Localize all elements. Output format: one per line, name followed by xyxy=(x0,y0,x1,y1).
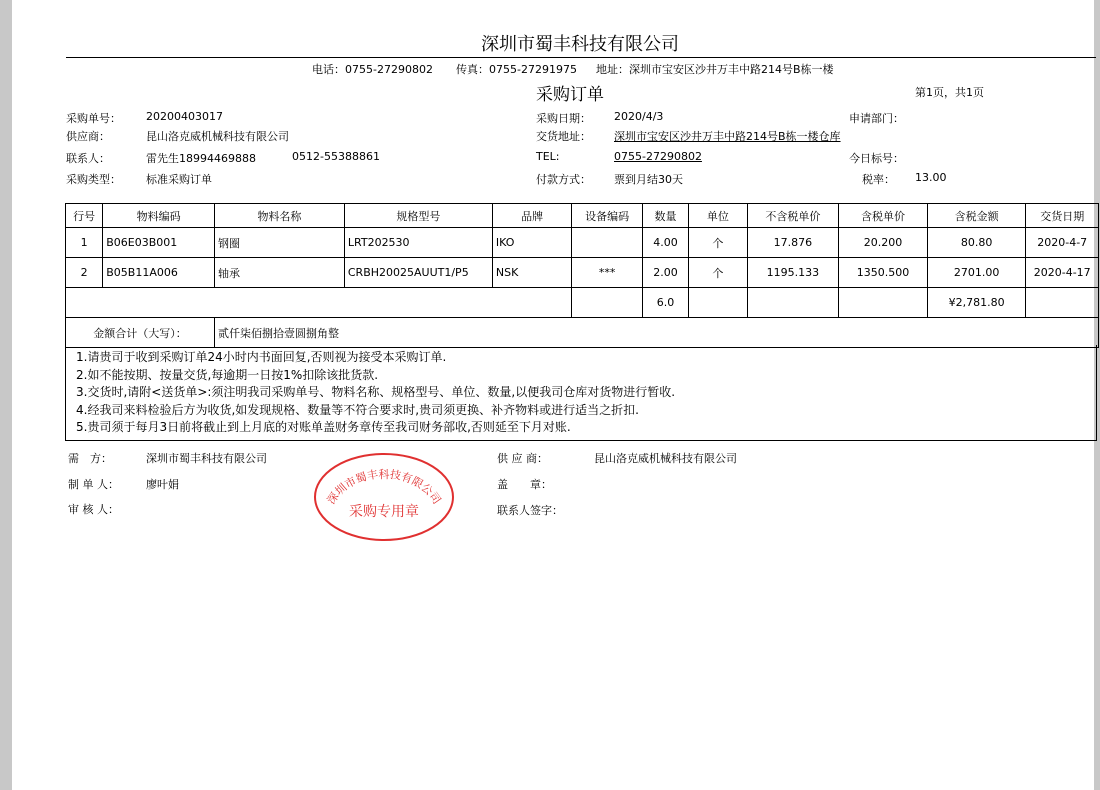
supplier-footer-label: 供 应 商： xyxy=(497,452,548,465)
cell-delivery-date: 2020-4-17 xyxy=(1026,258,1099,288)
buyer-label: 需 方： xyxy=(68,452,112,465)
cell-amount: 2701.00 xyxy=(927,258,1026,288)
cell-price-inc-tax: 20.200 xyxy=(839,228,928,258)
cell-line-no: 2 xyxy=(66,258,103,288)
stamp-center-text: 采购专用章 xyxy=(349,504,419,520)
amount-words-row xyxy=(66,318,1099,348)
delivery-label: 交货地址： xyxy=(536,130,591,143)
term-item: 4.经我司来料检验后方为收货,如发现规格、数量等不符合要求时,贵司须更换、补齐物料或进行适当之折扣. xyxy=(76,402,639,417)
tax-rate: 13.00 xyxy=(915,171,947,184)
target-label: 今日标号： xyxy=(849,152,904,165)
term-item: 2.如不能按期、按量交货,每逾期一日按1%扣除该批货款. xyxy=(76,367,379,382)
col-header: 不含税单价 xyxy=(747,204,839,228)
cell-item-name: 轴承 xyxy=(215,258,345,288)
dept-label: 申请部门： xyxy=(849,112,904,125)
total-row xyxy=(66,288,1099,318)
amount-words: 贰仟柒佰捌拾壹圆捌角整 xyxy=(215,318,1099,348)
contact-label: 联系人： xyxy=(66,152,110,165)
total-blank xyxy=(572,288,642,318)
total-blank xyxy=(689,288,747,318)
cell-item-code: B06E03B001 xyxy=(103,228,215,258)
supplier-footer-name: 昆山洛克威机械科技有限公司 xyxy=(594,452,737,465)
cell-unit: 个 xyxy=(689,228,747,258)
items-table xyxy=(65,203,1099,348)
left-margin xyxy=(0,0,12,790)
po-date: 2020/4/3 xyxy=(614,110,664,123)
cell-price-ex-tax: 17.876 xyxy=(747,228,839,258)
payment-label: 付款方式： xyxy=(536,173,591,186)
col-header: 物料名称 xyxy=(215,204,345,228)
cell-price-inc-tax: 1350.500 xyxy=(839,258,928,288)
type-label: 采购类型： xyxy=(66,173,121,186)
po-number: 20200403017 xyxy=(146,110,223,123)
tel-value: 0755-27290802 xyxy=(614,150,702,163)
cell-brand: IKO xyxy=(492,228,572,258)
col-header: 规格型号 xyxy=(344,204,492,228)
term-item: 3.交货时,请附<送货单>:须注明我司采购单号、物料名称、规格型号、单位、数量,以便我司仓库对货物进行暂收. xyxy=(76,385,676,399)
term-item: 1.请贵司于收到采购订单24小时内书面回复,否则视为接受本采购订单. xyxy=(76,350,447,364)
seal-label: 盖 章： xyxy=(497,478,552,491)
total-blank xyxy=(839,288,928,318)
table-row xyxy=(66,228,1099,258)
col-header: 单位 xyxy=(689,204,747,228)
po-type: 标准采购订单 xyxy=(146,173,212,186)
cell-spec: CRBH20025AUUT1/P5 xyxy=(344,258,492,288)
tel-label: TEL: xyxy=(536,150,560,163)
cell-unit: 个 xyxy=(689,258,747,288)
stamp-ring-text: 深圳市蜀丰科技有限公司 xyxy=(324,467,444,507)
cell-item-code: B05B11A006 xyxy=(103,258,215,288)
total-amount: ¥2,781.80 xyxy=(927,288,1026,318)
contact-person: 雷先生18994469888 xyxy=(146,152,256,165)
sign-label: 联系人签字： xyxy=(497,504,563,517)
col-header: 数量 xyxy=(642,204,688,228)
po-date-label: 采购日期： xyxy=(536,112,591,125)
supplier-name: 昆山洛克威机械科技有限公司 xyxy=(146,130,289,143)
cell-equip-code xyxy=(572,228,642,258)
total-blank xyxy=(747,288,839,318)
cell-brand: NSK xyxy=(492,258,572,288)
po-number-label: 采购单号： xyxy=(66,112,121,125)
maker-name: 廖叶娟 xyxy=(146,478,179,491)
col-header: 含税金额 xyxy=(927,204,1026,228)
cell-price-ex-tax: 1195.133 xyxy=(747,258,839,288)
cell-equip-code: *** xyxy=(572,258,642,288)
contact-tel: 0512-55388861 xyxy=(292,150,380,163)
terms-box xyxy=(65,345,1097,441)
col-header: 品牌 xyxy=(492,204,572,228)
maker-label: 制 单 人： xyxy=(68,478,119,491)
total-qty: 6.0 xyxy=(642,288,688,318)
header-divider xyxy=(66,57,1096,58)
supplier-label: 供应商： xyxy=(66,130,110,143)
amount-words-label: 金额合计（大写）： xyxy=(66,318,215,348)
col-header: 行号 xyxy=(66,204,103,228)
term-item: 5.贵司须于每月3日前将截止到上月底的对账单盖财务章传至我司财务部收,否则延至下月对账. xyxy=(76,420,571,434)
col-header: 含税单价 xyxy=(839,204,928,228)
col-header: 物料编码 xyxy=(103,204,215,228)
col-header: 设备编码 xyxy=(572,204,642,228)
document-title: 采购订单 xyxy=(536,85,604,105)
cell-line-no: 1 xyxy=(66,228,103,258)
contact-address: 地址：深圳市宝安区沙井万丰中路214号B栋一楼 xyxy=(596,63,834,76)
payment-terms: 票到月结30天 xyxy=(614,173,683,186)
company-name: 深圳市蜀丰科技有限公司 xyxy=(481,34,679,55)
total-blank xyxy=(66,288,572,318)
checker-label: 审 核 人： xyxy=(68,503,119,516)
cell-delivery-date: 2020-4-7 xyxy=(1026,228,1099,258)
cell-qty: 4.00 xyxy=(642,228,688,258)
company-stamp xyxy=(313,452,455,542)
cell-qty: 2.00 xyxy=(642,258,688,288)
col-header: 交货日期 xyxy=(1026,204,1099,228)
contact-phone: 电话：0755-27290802 xyxy=(312,63,433,76)
table-row xyxy=(66,258,1099,288)
buyer-name: 深圳市蜀丰科技有限公司 xyxy=(146,452,267,465)
cell-item-name: 钢圈 xyxy=(215,228,345,258)
total-blank xyxy=(1026,288,1099,318)
table-header-row xyxy=(66,204,1099,228)
tax-label: 税率： xyxy=(862,173,895,186)
cell-amount: 80.80 xyxy=(927,228,1026,258)
cell-spec: LRT202530 xyxy=(344,228,492,258)
contact-fax: 传真：0755-27291975 xyxy=(456,63,577,76)
delivery-address: 深圳市宝安区沙井万丰中路214号B栋一楼仓库 xyxy=(614,130,841,143)
page-info: 第1页，共1页 xyxy=(915,86,984,99)
